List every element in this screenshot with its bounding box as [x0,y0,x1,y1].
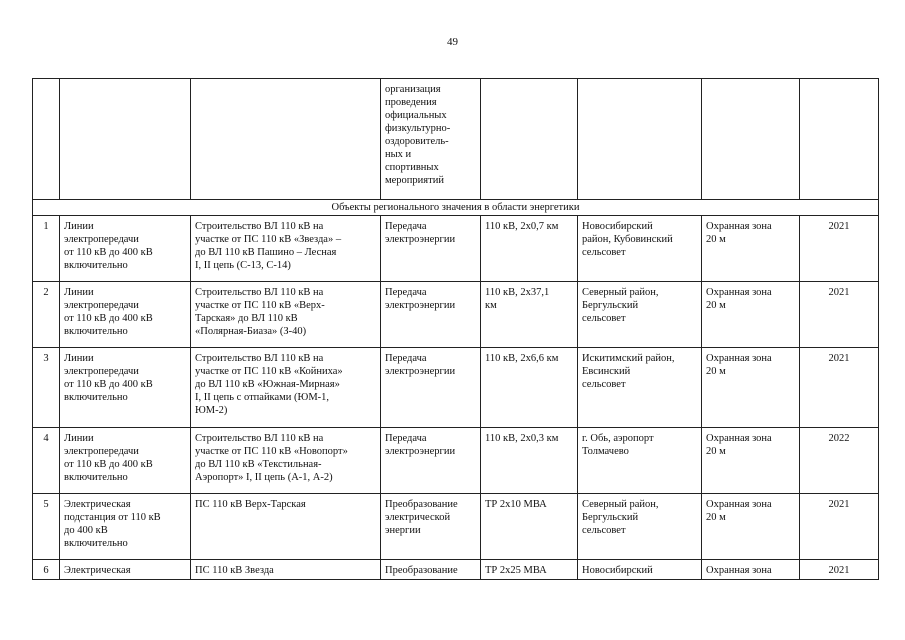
cell-zone-text: Охранная зона [706,565,772,576]
cell-type [60,79,191,200]
cell-purpose-text: Передача электроэнергии [385,287,456,311]
cell-location-text: Искитимский район, Евсинский сельсовет [582,353,675,390]
cell-year [800,494,879,560]
cell-location [578,428,702,494]
cell-params-text: 110 кВ, 2х0,7 км [485,221,559,232]
table-row [33,216,879,282]
cell-name [191,560,381,580]
cell-type [60,282,191,348]
cell-num [33,348,60,428]
cell-type [60,560,191,580]
cell-type-text: Линии электропередачи от 110 кВ до 400 кВ включительно [64,353,153,403]
cell-year [800,348,879,428]
cell-purpose [381,282,481,348]
cell-type [60,428,191,494]
cell-purpose-text: Преобразование [385,565,458,576]
cell-name [191,428,381,494]
table-body [33,79,879,580]
cell-zone [702,428,800,494]
cell-params-text: 110 кВ, 2х0,3 км [485,433,559,444]
cell-zone [702,216,800,282]
cell-year-text: 2021 [828,221,850,232]
cell-year [800,428,879,494]
cell-location [578,79,702,200]
cell-zone-text: Охранная зона 20 м [706,287,772,311]
cell-year [800,560,879,580]
cell-type-text: Линии электропередачи от 110 кВ до 400 кВ включительно [64,221,153,271]
cell-zone [702,79,800,200]
cell-num-text: 4 [43,433,49,444]
cell-purpose [381,79,481,200]
cell-name-text: ПС 110 кВ Звезда [195,565,274,576]
cell-num-text: 5 [43,499,49,510]
cell-location-text: Новосибирский район, Кубовинский сельсовет [582,221,673,258]
cell-zone-text: Охранная зона 20 м [706,221,772,245]
cell-year-text: 2021 [828,287,850,298]
cell-name-text: Строительство ВЛ 110 кВ на участке от ПС 110 кВ «Верх- Тарская» до ВЛ 110 кВ «Полярная-Биаза» (З-40) [195,287,325,337]
cell-name [191,79,381,200]
cell-purpose-text: организация проведения официальных физкультурно- оздоровитель- ных и спортивных мероприятий [385,84,451,186]
cell-location-text: г. Обь, аэропорт Толмачево [582,433,654,457]
cell-num-text: 1 [43,221,49,232]
cell-location-text: Северный район, Бергульский сельсовет [582,499,659,536]
cell-name-text: Строительство ВЛ 110 кВ на участке от ПС 110 кВ «Новопорт» до ВЛ 110 кВ «Текстильная- Аэропорт» I, II цепь (А-1, А-2) [195,433,348,483]
cell-params [481,428,578,494]
table-row [33,560,879,580]
cell-purpose-text: Передача электроэнергии [385,353,456,377]
cell-name-text: Строительство ВЛ 110 кВ на участке от ПС 110 кВ «Койниха» до ВЛ 110 кВ «Южная-Мирная» I, II цепь с отпайками (ЮМ-1, ЮМ-2) [195,353,343,416]
table-row [33,348,879,428]
cell-type-text: Линии электропередачи от 110 кВ до 400 кВ включительно [64,287,153,337]
cell-year-text: 2021 [828,353,850,364]
cell-year-text: 2021 [828,565,850,576]
cell-year-text: 2022 [828,433,850,444]
continued-row [33,79,879,200]
cell-location [578,560,702,580]
cell-type [60,348,191,428]
cell-zone [702,494,800,560]
cell-params-text: ТР 2х25 МВА [485,565,547,576]
cell-params [481,494,578,560]
cell-name [191,216,381,282]
cell-type [60,494,191,560]
cell-type [60,216,191,282]
cell-num [33,216,60,282]
cell-params-text: 110 кВ, 2х6,6 км [485,353,559,364]
cell-type-text: Линии электропередачи от 110 кВ до 400 кВ включительно [64,433,153,483]
cell-params-text: ТР 2х10 МВА [485,499,547,510]
cell-zone [702,560,800,580]
cell-name [191,282,381,348]
cell-type-text: Электрическая подстанция от 110 кВ до 400 кВ включительно [64,499,161,549]
cell-name-text: ПС 110 кВ Верх-Тарская [195,499,306,510]
cell-location [578,282,702,348]
cell-num [33,79,60,200]
section-heading-row [33,200,879,216]
cell-location [578,494,702,560]
cell-year [800,282,879,348]
table-row [33,494,879,560]
page-number: 49 [447,36,458,48]
cell-purpose [381,560,481,580]
cell-location-text: Новосибирский [582,565,653,576]
cell-location [578,348,702,428]
cell-zone-text: Охранная зона 20 м [706,499,772,523]
table-row [33,282,879,348]
cell-num [33,494,60,560]
cell-zone [702,282,800,348]
cell-params [481,282,578,348]
cell-purpose-text: Передача электроэнергии [385,433,456,457]
cell-purpose [381,348,481,428]
cell-num [33,560,60,580]
cell-params-text: 110 кВ, 2х37,1 км [485,287,550,311]
cell-purpose [381,494,481,560]
cell-name [191,494,381,560]
cell-name-text: Строительство ВЛ 110 кВ на участке от ПС 110 кВ «Звезда» – до ВЛ 110 кВ Пашино – Лесная I, II цепь (С-13, С-14) [195,221,342,271]
cell-params [481,560,578,580]
cell-type-text: Электрическая [64,565,131,576]
section-title: Объекты регионального значения в области энергетики [33,200,879,216]
cell-name [191,348,381,428]
cell-num [33,282,60,348]
cell-params [481,348,578,428]
cell-purpose [381,216,481,282]
cell-zone-text: Охранная зона 20 м [706,353,772,377]
cell-params [481,216,578,282]
cell-purpose-text: Преобразование электрической энергии [385,499,458,536]
cell-num-text: 2 [43,287,49,298]
cell-year [800,216,879,282]
table-row [33,428,879,494]
cell-zone [702,348,800,428]
cell-year-text: 2021 [828,499,850,510]
cell-purpose [381,428,481,494]
cell-location-text: Северный район, Бергульский сельсовет [582,287,659,324]
cell-params [481,79,578,200]
cell-year [800,79,879,200]
cell-num [33,428,60,494]
cell-zone-text: Охранная зона 20 м [706,433,772,457]
cell-purpose-text: Передача электроэнергии [385,221,456,245]
cell-location [578,216,702,282]
cell-num-text: 6 [43,565,49,576]
objects-table [32,78,879,580]
cell-num-text: 3 [43,353,49,364]
